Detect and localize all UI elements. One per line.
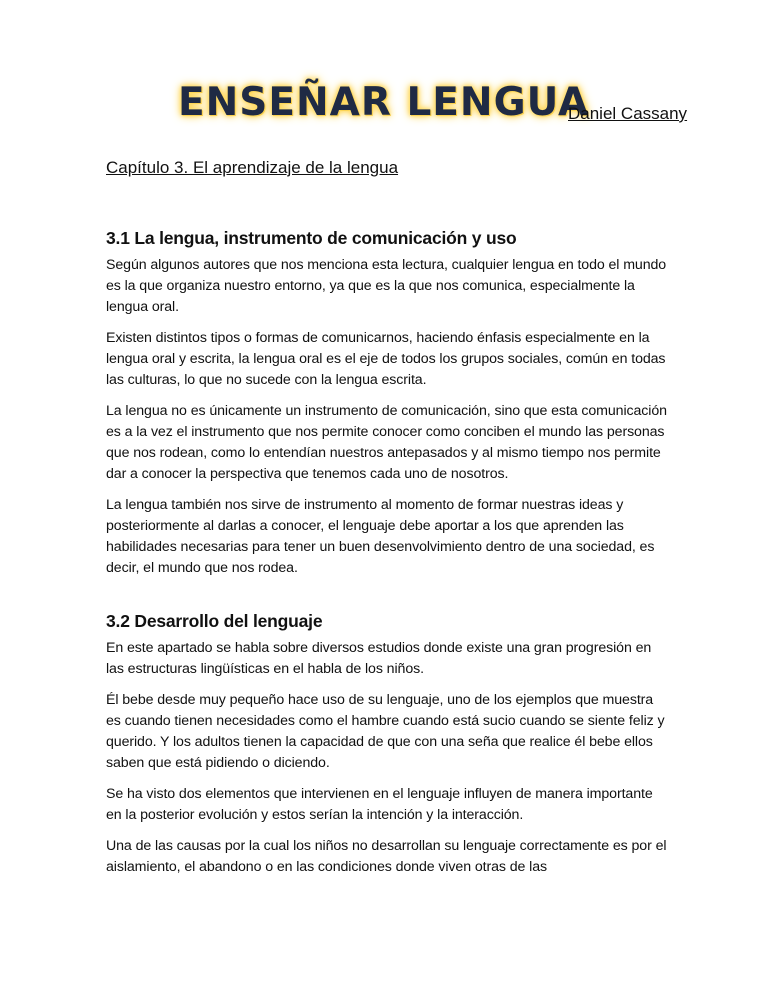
paragraph: La lengua no es únicamente un instrumento de comunicación, sino que esta comunicación es a la vez el instrumento que nos permite conocer como conciben el mundo las personas que nos rodean, como lo entendían nuestros antepasados y al mismo tiempo nos permite dar a conocer la perspectiva que tenemos cada uno de nosotros. <box>106 403 667 482</box>
section-heading-3-2: 3.2 Desarrollo del lenguaje <box>106 611 323 631</box>
paragraph: Existen distintos tipos o formas de comunicarnos, haciendo énfasis especialmente en la lengua oral y escrita, la lengua oral es el eje de todos los grupos sociales, común en todas las culturas, lo que no sucede con la lengua escrita. <box>106 330 666 388</box>
section-heading-3-1: 3.1 La lengua, instrumento de comunicación y uso <box>106 228 517 248</box>
chapter-title: Capítulo 3. El aprendizaje de la lengua <box>106 158 399 177</box>
paragraph: En este apartado se habla sobre diversos estudios donde existe una gran progresión en las estructuras lingüísticas en el habla de los niños. <box>106 640 652 677</box>
document-body <box>106 226 668 888</box>
paragraph: Se ha visto dos elementos que intervienen en el lenguaje influyen de manera importante en la posterior evolución y estos serían la intención y la interacción. <box>106 786 653 823</box>
document-title-banner: ENSEÑAR LENGUA <box>178 80 590 125</box>
paragraph: Según algunos autores que nos menciona esta lectura, cualquier lengua en todo el mundo es la que organiza nuestro entorno, ya que es la que nos comunica, especialmente la lengua oral. <box>106 257 667 315</box>
paragraph: La lengua también nos sirve de instrumento al momento de formar nuestras ideas y posteriormente al darlas a conocer, el lenguaje debe aportar a los que aprenden las habilidades necesarias para tener un buen desenvolvimiento dentro de una sociedad, es decir, el mundo que nos rodea. <box>106 497 655 576</box>
author-name: Daniel Cassany <box>568 104 688 123</box>
paragraph: Una de las causas por la cual los niños no desarrollan su lenguaje correctamente es por el aislamiento, el abandono o en las condiciones donde viven otras de las <box>106 838 667 875</box>
paragraph: Él bebe desde muy pequeño hace uso de su lenguaje, uno de los ejemplos que muestra es cuando tienen necesidades como el hambre cuando está sucio cuando se siente feliz y querido. Y los adultos tienen la capacidad de que con una seña que realice él bebe ellos saben que está pidiendo o diciendo. <box>106 692 665 771</box>
